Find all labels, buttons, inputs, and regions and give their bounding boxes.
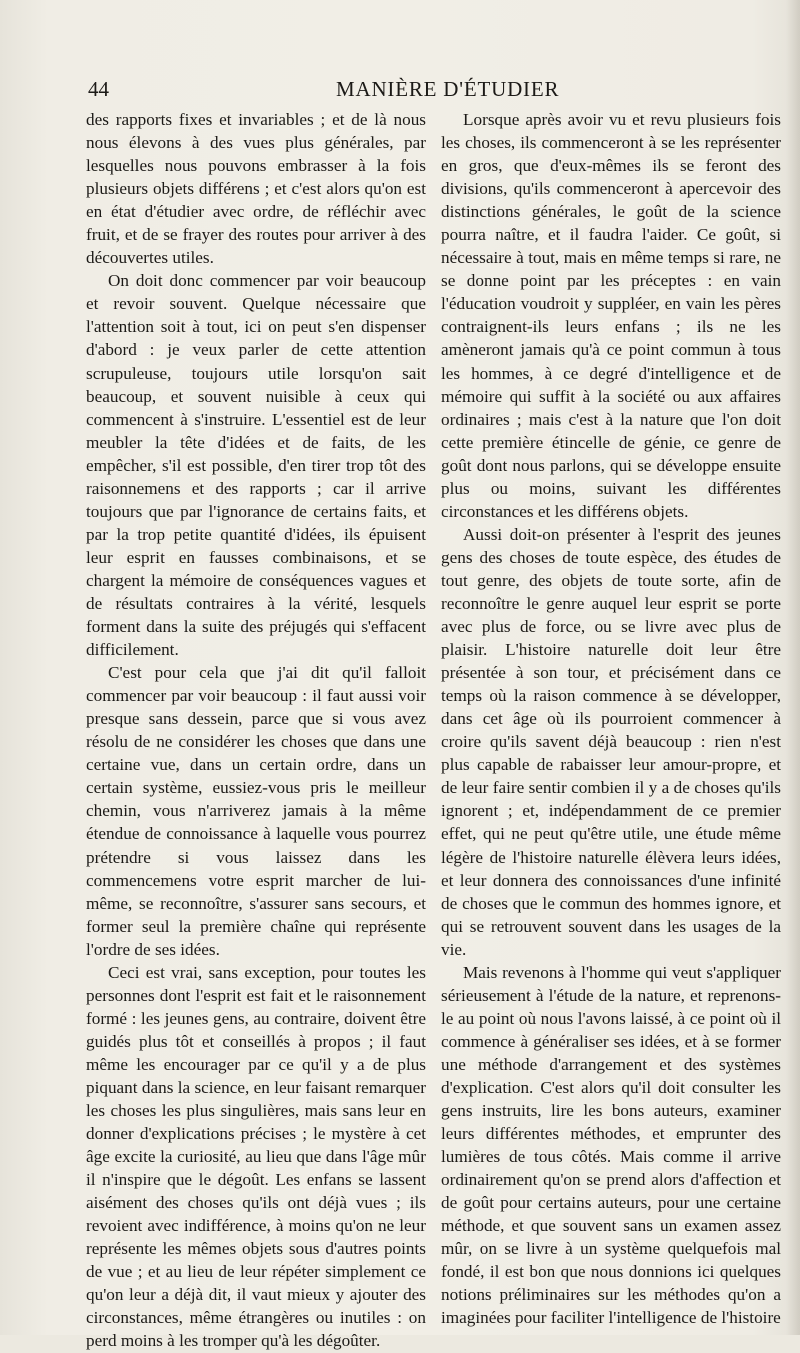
paragraph: des rapports fixes et invariables ; et de là nous nous élevons à des vues plus générales, par lesquelles nous pouvons embrasser à la fois plusieurs objets différens ; et c'est alors qu'on est en état d'étudier avec ordre, de réfléchir avec fruit, et de se frayer des routes pour arriver à des découvertes utiles.: [86, 110, 426, 268]
running-title: MANIÈRE D'ÉTUDIER: [336, 77, 560, 101]
paragraph: Lorsque après avoir vu et revu plusieurs fois les choses, ils commenceront à se les représenter en gros, que d'eux-mêmes ils se feront des divisions, qu'ils commenceront à apercevoir des distinctions générales, le goût de la science pourra naître, et il faudra l'aider. Ce goût, si nécessaire à tout, mais en même temps si rare, ne se donne point par les préceptes : en vain l'éducation voudroit y suppléer, en vain les pères contraignent-ils leurs enfans ; ils ne les amèneront jamais qu'à ce point commun à tous les hommes, à ce degré d'intelligence et de mémoire qui suffit à la société ou aux affaires ordinaires ; mais c'est à la nature que l'on doit cette première étincelle de génie, ce genre de goût dont nous parlons, qui se développe ensuite plus ou moins, suivant les différentes circonstances et les différens objets.: [441, 110, 781, 521]
paragraph: C'est pour cela que j'ai dit qu'il falloit commencer par voir beaucoup : il faut aussi voir presque sans dessein, parce que si vous avez résolu de ne considérer les choses que dans une certaine vue, dans un certain ordre, dans un certain système, eussiez-vous pris le meilleur chemin, vous n'arriverez jamais à la même étendue de connoissance à laquelle vous pourrez prétendre si vous laissez dans les commencemens votre esprit marcher de lui-même, se reconnoître, s'assurer sans secours, et former seul la première chaîne qui représente l'ordre de ses idées.: [86, 663, 426, 959]
paragraph: On doit donc commencer par voir beaucoup et revoir souvent. Quelque nécessaire que l'attention soit à tout, ici on peut s'en dispenser d'abord : je veux parler de cette attention scrupuleuse, toujours utile lorsqu'on sait beaucoup, et souvent nuisible à ceux qui commencent à s'instruire. L'essentiel est de leur meubler la tête d'idées et de faits, de les empêcher, s'il est possible, d'en tirer trop tôt des raisonnemens et des rapports ; car il arrive toujours que par l'ignorance de certains faits, et par la trop petite quantité d'idées, ils épuisent leur esprit en fausses combinaisons, et se chargent la mémoire de conséquences vagues et de résultats contraires à la vérité, lesquels forment dans la suite des préjugés qui s'effacent difficilement.: [86, 271, 426, 660]
paragraph: Mais revenons à l'homme qui veut s'appliquer sérieusement à l'étude de la nature, et reprenons-le au point où nous l'avons laissé, à ce point où il commence à généraliser ses idées, et à se former une méthode d'arrangement et des systèmes d'explication. C'est alors qu'il doit consulter les gens instruits, lire les bons auteurs, examiner leurs différentes méthodes, et emprunter des lumières de tous côtés. Mais comme il arrive ordinairement qu'on se prend alors d'affection et de goût pour certains auteurs, pour une certaine méthode, et que souvent sans un examen assez mûr, on se livre à un système quelquefois mal fondé, il est bon que nous donnions ici quelques notions préliminaires sur les méthodes qu'on a imaginées pour faciliter l'intelligence de l'histoire: [441, 962, 781, 1328]
page-header: [88, 77, 778, 107]
paragraph: Aussi doit-on présenter à l'esprit des jeunes gens des choses de toute espèce, des études de tout genre, des objets de toute sorte, afin de reconnoître le genre auquel leur esprit se porte avec plus de force, ou se livre avec plus de plaisir. L'histoire naturelle doit leur être présentée à son tour, et précisément dans ce temps où la raison commence à se développer, dans cet âge où ils pourroient commencer à croire qu'ils savent déjà beaucoup : rien n'est plus capable de rabaisser leur amour-propre, et de leur faire sentir combien il y a de choses qu'ils ignorent ; et, indépendamment de ce premier effet, qui ne peut qu'être utile, une étude même légère de l'histoire naturelle élèvera leurs idées, et leur donnera des connoissances d'une infinité de choses que le commun des hommes ignore, et qui se retrouvent souvent dans les usages de la vie.: [441, 524, 781, 959]
paragraph: Ceci est vrai, sans exception, pour toutes les personnes dont l'esprit est fait et le raisonnement formé : les jeunes gens, au contraire, doivent être guidés plus tôt et conseillés à propos ; il faut même les encourager par ce qu'il y a de plus piquant dans la science, en leur faisant remarquer les choses les plus singulières, mais sans leur en donner d'explications précises ; le mystère à cet âge excite la curiosité, au lieu que dans l'âge mûr il n'inspire que le dégoût. Les enfans se lassent aisément des choses qu'ils ont déjà vues ; ils revoient avec indifférence, à moins qu'on ne leur représente les mêmes objets sous d'autres points de vue ; et au lieu de leur répéter simplement ce qu'on leur a déjà dit, il vaut mieux y ajouter des circonstances, même étrangères ou inutiles : on perd moins à les tromper qu'à les dégoûter.: [86, 962, 426, 1351]
left-column: [86, 108, 426, 1353]
page-number: 44: [88, 77, 109, 101]
page-edge-shadow: [786, 0, 800, 1335]
right-column: [441, 108, 781, 1329]
